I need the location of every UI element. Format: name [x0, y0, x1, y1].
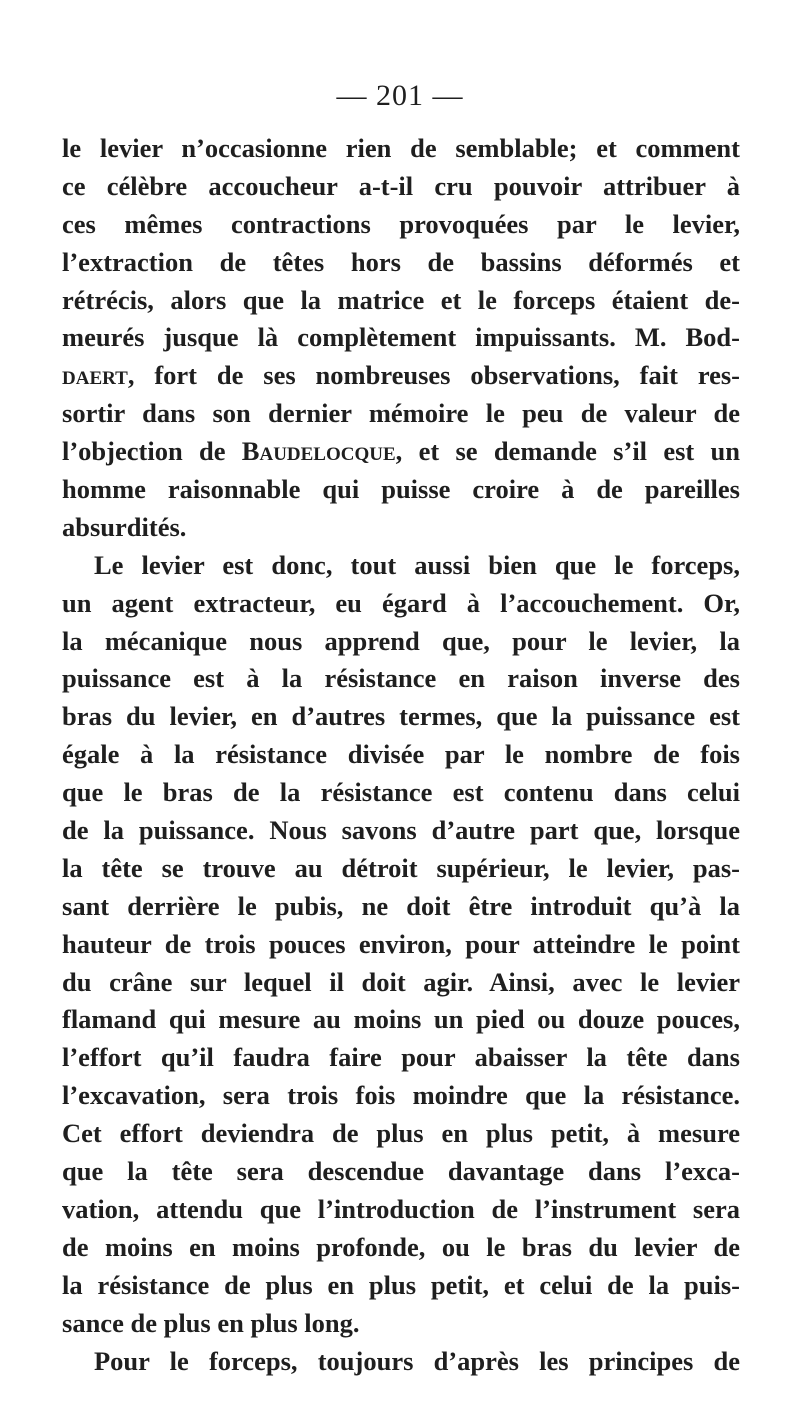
text-line: hauteur de trois pouces environ, pour atteindre le point	[62, 928, 740, 959]
text-line: ces mêmes contractions provoquées par le levier,	[62, 208, 740, 239]
text-line: vation, attendu que l’introduction de l’instrument sera	[62, 1193, 740, 1224]
text-line: bras du levier, en d’autres termes, que la puissance est	[62, 701, 740, 732]
text-line: la mécanique nous apprend que, pour le levier, la	[62, 625, 740, 656]
text-line: sortir dans son dernier mémoire le peu de valeur de	[62, 398, 740, 429]
text-line-smallcaps-baudelocque: l’objection de Baudelocque, et se demande s’il est un	[62, 436, 741, 467]
proper-name: daert	[62, 360, 128, 391]
text-line: l’effort qu’il faudra faire pour abaisser la tête dans	[62, 1042, 740, 1073]
proper-name: Baudelocque	[241, 436, 396, 467]
text-line: de moins en moins profonde, ou le bras du levier de	[62, 1231, 740, 1262]
text-line: l’extraction de têtes hors de bassins déformés et	[62, 246, 740, 277]
text-line: Le levier est donc, tout aussi bien que le forceps,	[94, 549, 740, 580]
text-block	[62, 130, 740, 1380]
text-line: ce célèbre accoucheur a-t-il cru pouvoir attribuer à	[62, 170, 740, 201]
text-line: flamand qui mesure au moins un pied ou douze pouces,	[62, 1004, 740, 1035]
text-line: puissance est à la résistance en raison inverse des	[62, 663, 740, 694]
text-line: égale à la résistance divisée par le nombre de fois	[62, 739, 740, 770]
text-line: meurés jusque là complètement impuissants. M. Bod-	[62, 322, 740, 353]
text-line: de la puissance. Nous savons d’autre part que, lorsque	[62, 815, 740, 846]
text-line: du crâne sur lequel il doit agir. Ainsi, avec le levier	[62, 966, 740, 997]
text-line: la résistance de plus en plus petit, et celui de la puis-	[62, 1269, 740, 1300]
paragraph-3	[62, 1343, 740, 1381]
text-line: l’excavation, sera trois fois moindre que la résistance.	[62, 1080, 740, 1111]
text-line: Pour le forceps, toujours d’après les principes de	[94, 1345, 740, 1376]
paragraph-2	[62, 547, 740, 1343]
text-line: absurdités.	[62, 511, 187, 542]
text-line: que le bras de la résistance est contenu dans celui	[62, 777, 740, 808]
text-line: le levier n’occasionne rien de semblable; et comment	[62, 133, 740, 163]
page-number: — 201 —	[336, 79, 464, 112]
text-line: rétrécis, alors que la matrice et le forceps étaient de-	[62, 284, 740, 315]
text-line: sant derrière le pubis, ne doit être introduit qu’à la	[62, 890, 740, 921]
text-line: sance de plus en plus long.	[62, 1307, 360, 1338]
text-line: un agent extracteur, eu égard à l’accouchement. Or,	[62, 587, 740, 618]
text-line: Cet effort deviendra de plus en plus petit, à mesure	[62, 1118, 740, 1149]
text-line-smallcaps-bodaert: daert, fort de ses nombreuses observations, fait res-	[62, 360, 740, 391]
text-line: que la tête sera descendue davantage dans l’exca-	[62, 1156, 740, 1187]
paragraph-1	[62, 130, 740, 547]
text-line: la tête se trouve au détroit supérieur, le levier, pas-	[62, 852, 740, 883]
text-line: homme raisonnable qui puisse croire à de pareilles	[62, 474, 740, 505]
